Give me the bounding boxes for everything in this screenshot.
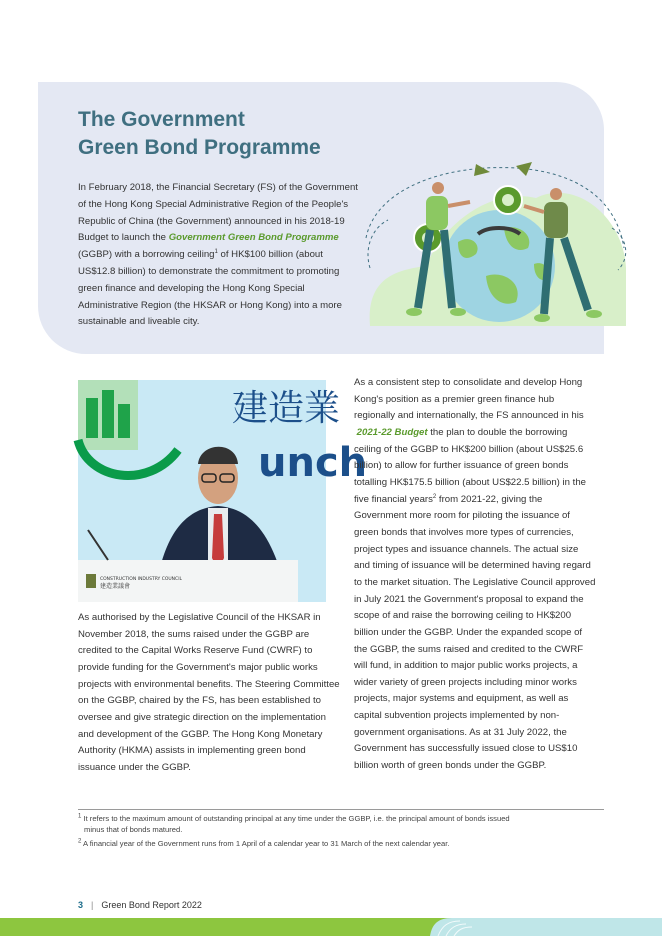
programme-highlight: Government Green Bond Programme (168, 232, 339, 244)
budget-highlight: 2021-22 Budget (356, 426, 428, 438)
footnote-1-line-2: minus that of bonds matured. (84, 824, 183, 834)
page-footer (78, 900, 202, 910)
page-number: 3 (78, 900, 84, 910)
left-column-text: As authorised by the Legislative Council of the HKSAR in November 2018, the sums raised under the GGBP are credited to the Capital Works Reserve Fund (CWRF) to provide funding for the Government's major public works projects with environmental benefits. The Steering Committee on the GGBP, chaired by the FS, has been established to oversee and give strategic direction on the implementation and development of the GGBP. The Hong Kong Monetary Authority (HKMA) assists in implementing green bond issuance under the GGBP. (78, 612, 340, 773)
intro-text-1: In February 2018, the Financial Secretary (FS) of the Government of the Hong Kong Special Administrative Region of the People's Republic of China (the Government) announced in his 2018-19 Budget to launch the (78, 182, 358, 244)
right-text-3: from 2021-22, giving the Government more room for piloting the issuance of green bonds that involves more types of currencies, project types and issuance channels. The actual size and timing of issuance will be determined having regard to the market situation. The Legislative Council approved in July 2021 the Government's proposal to expand the scope of and raise the borrowing ceiling to HK$200 billion under the GGBP. Under the expanded scope of the GGBP, the sums raised and credited to the CWRF will fund, in addition to major public works projects, a wider variety of green projects including minor works projects, major systems and equipment, as well as capital subvention projects implemented by non-government organisations. As at 31 July 2022, the Government has successfully issued close to US$10 billion worth of green bonds under the GGBP. (354, 493, 596, 772)
podium-label-en: CONSTRUCTION INDUSTRY COUNCIL (100, 577, 183, 582)
footnote-1-line-1: It refers to the maximum amount of outstanding principal at any time under the GGBP, i.e. the principal amount of bonds issued (83, 814, 510, 823)
footnote-1 (78, 814, 598, 835)
footnotes (78, 814, 598, 854)
people-with-globe-illustration (366, 158, 632, 330)
footnote-2 (78, 839, 598, 850)
footnote-divider (78, 809, 604, 810)
footer-color-band (0, 918, 662, 936)
footnote-ref-1: 1 (214, 249, 218, 255)
footnote-ref-2: 2 (432, 493, 437, 500)
footer-separator: | (91, 900, 94, 910)
footnote-2-text: A financial year of the Government runs from 1 April of a calendar year to 31 March of the next calendar year. (83, 839, 450, 848)
right-text-1: As a consistent step to consolidate and develop Hong Kong's position as a premier green finance hub regionally and internationally, the FS announced in his (354, 377, 584, 422)
right-text-2: the plan to double the borrowing ceiling of the GGBP to HK$200 billion (about US$25.6 billion) to allow for further issuance of green bonds totalling HK$175.5 billion (about US$22.5 billion) in the five financial years (354, 426, 586, 505)
intro-paragraph (78, 180, 360, 331)
footnote-1-mark: 1 (78, 813, 82, 820)
intro-text-3: of HK$100 billion (about US$12.8 billion) to demonstrate the commitment to promoting green finance and developing the Hong Kong Special Administrative Region (the HKSAR or Hong Kong) into a more sustainable and liveable city. (78, 249, 342, 328)
right-column-text (354, 375, 596, 775)
backdrop-chinese-text: 建造業 (232, 388, 341, 429)
speaker-photo (78, 380, 368, 602)
title-line-2: Green Bond Programme (78, 136, 321, 159)
footnote-2-mark: 2 (78, 838, 82, 845)
report-title: Green Bond Report 2022 (101, 900, 202, 910)
backdrop-english-text: unch (258, 440, 368, 486)
page-title (78, 106, 321, 162)
podium-label-zh: 建造業議會 (100, 583, 131, 590)
title-line-1: The Government (78, 108, 245, 131)
intro-text-2: (GGBP) with a borrowing ceiling (78, 249, 215, 261)
